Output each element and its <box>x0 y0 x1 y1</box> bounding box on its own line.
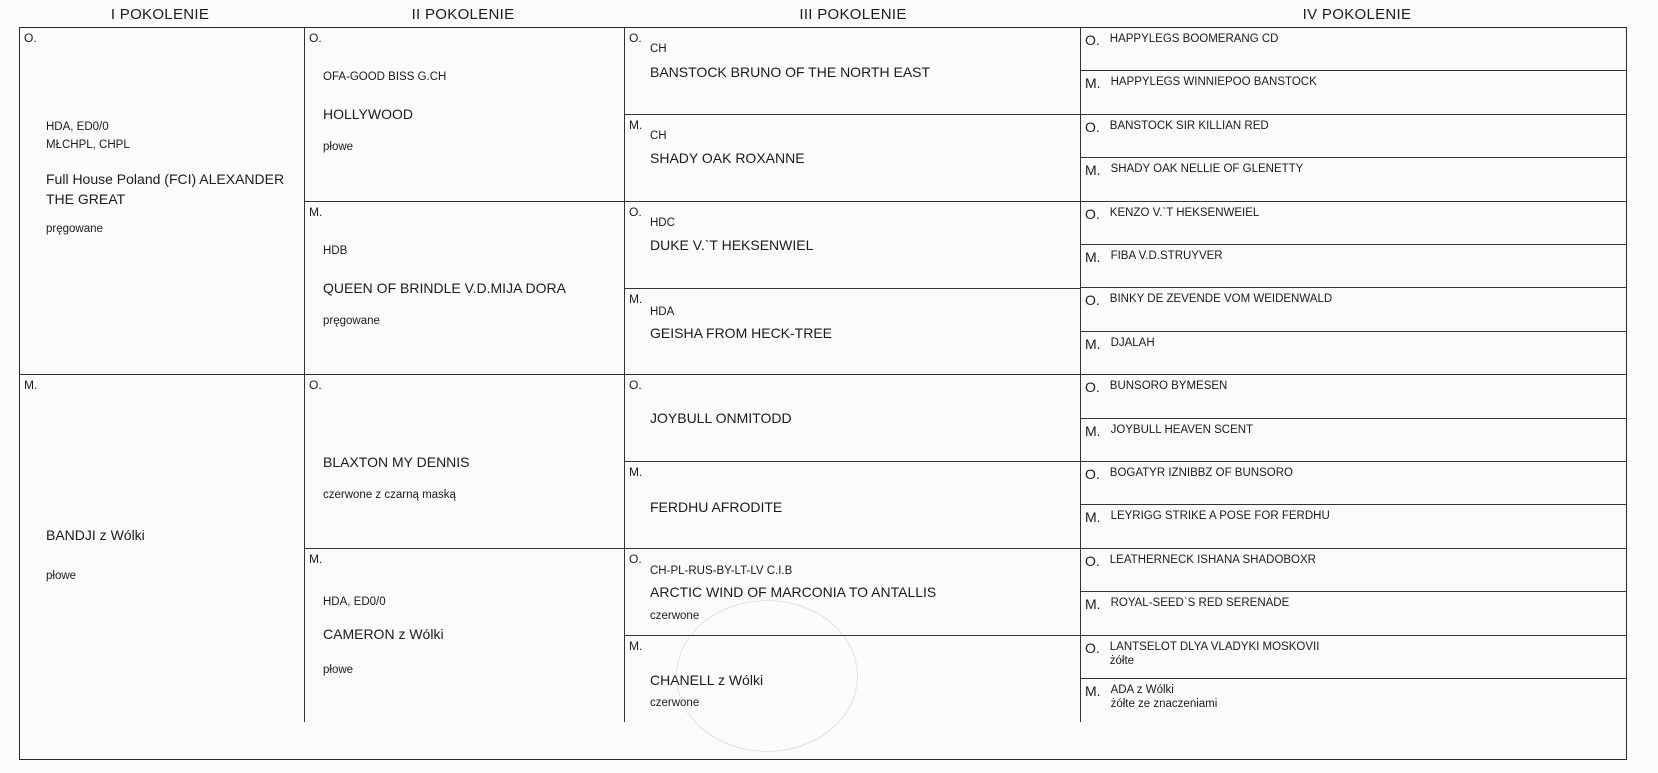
dog-name: BLAXTON MY DENNIS <box>323 454 470 470</box>
gen4-cell-16 <box>1081 679 1627 722</box>
titles: CH <box>650 43 667 55</box>
label-group <box>1110 379 1228 393</box>
dog-name: JOYBULL ONMITODD <box>650 410 792 426</box>
label-group <box>1111 509 1330 523</box>
gen2-cell-4 <box>305 549 625 722</box>
sex-label: O. <box>1085 379 1100 396</box>
gen4-cell-10 <box>1081 419 1627 462</box>
sex-label: O. <box>309 31 322 45</box>
gen4-cell-13 <box>1081 549 1627 592</box>
dog-name: FIBA V.D.STRUYVER <box>1110 250 1223 262</box>
titles: MŁCHPL, CHPL <box>46 139 130 151</box>
dog-name: BINKY DE ZEVENDE VOM WEIDENWALD <box>1109 293 1333 306</box>
dog-name: BUNSORO BYMESEN <box>1109 380 1228 393</box>
label-group <box>1111 683 1218 711</box>
label-group <box>1110 640 1320 668</box>
coat-color: czerwone <box>650 697 700 709</box>
gen3-cell-7 <box>625 549 1081 636</box>
sex-label: M. <box>1085 422 1101 439</box>
dog-name: KENZO V.`T HEKSENWEIEL <box>1109 206 1260 219</box>
titles: OFA-GOOD BISS G.CH <box>323 71 447 83</box>
dog-name: JOYBULL HEAVEN SCENT <box>1110 423 1254 436</box>
sex-label: M. <box>1085 335 1101 352</box>
gen4-cell-2 <box>1081 71 1627 114</box>
gen2-cell-1 <box>305 28 625 202</box>
sex-label: M. <box>629 292 643 306</box>
label-group <box>1111 596 1290 610</box>
gen1-dam-cell <box>20 375 305 722</box>
gen1-sire-cell <box>20 28 305 375</box>
gen3-cell-6 <box>625 462 1081 549</box>
dog-name: LEATHERNECK ISHANA SHADOBOXR <box>1109 553 1316 566</box>
sex-label: O. <box>1085 32 1100 48</box>
dog-name: HAPPYLEGS WINNIEPOO BANSTOCK <box>1110 76 1317 89</box>
label-group <box>1110 466 1293 480</box>
label-group <box>1111 249 1223 263</box>
coat-color: pręgowane <box>323 315 380 327</box>
gen4-cell-12 <box>1081 505 1627 548</box>
sex-label: O. <box>1085 466 1100 482</box>
sex-label: O. <box>629 378 642 392</box>
gen4-cell-15 <box>1081 636 1627 679</box>
label-group <box>1111 75 1317 89</box>
pedigree-table <box>19 27 1627 760</box>
sex-label: O. <box>629 205 642 219</box>
dog-name: BANSTOCK SIR KILLIAN RED <box>1109 119 1269 132</box>
dog-name: Full House Poland (FCI) ALEXANDER THE GREAT <box>46 171 285 207</box>
gen2-cell-2 <box>305 202 625 375</box>
gen4-cell-14 <box>1081 592 1627 635</box>
header-gen-3: III POKOLENIE <box>799 6 907 23</box>
gen4-cell-8 <box>1081 332 1627 375</box>
dog-name: SHADY OAK NELLIE OF GLENETTY <box>1110 163 1304 176</box>
titles: CH-PL-RUS-BY-LT-LV C.I.B <box>650 565 793 577</box>
sex-label: M. <box>309 552 323 566</box>
gen4-cell-6 <box>1081 245 1627 288</box>
sex-label: M. <box>1085 683 1101 699</box>
titles: HDA, ED0/0 <box>46 121 109 133</box>
gen4-cell-11 <box>1081 462 1627 505</box>
label-group <box>1110 206 1260 220</box>
label-group <box>1110 292 1332 306</box>
coat-color: czerwone z czarną maską <box>323 489 456 501</box>
gen4-cell-3 <box>1081 115 1627 158</box>
gen3-cell-2 <box>625 115 1081 202</box>
gen3-cell-8 <box>625 636 1081 722</box>
gen4-cell-1 <box>1081 28 1627 71</box>
gen4-cell-4 <box>1081 158 1627 201</box>
sex-label: O. <box>309 378 322 392</box>
coat-color: żółte <box>1109 654 1135 667</box>
sex-label: M. <box>1085 596 1101 613</box>
dog-name: DJALAH <box>1110 336 1155 349</box>
label-group <box>1110 553 1316 567</box>
gen3-cell-5 <box>625 375 1081 462</box>
gen3-cell-3 <box>625 202 1081 289</box>
dog-name: GEISHA FROM HECK-TREE <box>650 325 833 341</box>
coat-color: żółte ze znaczeniami <box>1110 698 1218 710</box>
dog-name: QUEEN OF BRINDLE V.D.MIJA DORA <box>323 280 566 296</box>
label-group <box>1110 119 1269 133</box>
dog-name: CHANELL z Wólki <box>650 672 764 688</box>
coat-color: pręgowane <box>46 223 103 235</box>
sex-label: O. <box>629 552 642 566</box>
titles: HDA <box>650 306 675 318</box>
sex-label: M. <box>1085 249 1101 265</box>
generation-headers <box>0 6 1658 26</box>
dog-name: FERDHU AFRODITE <box>650 499 783 515</box>
dog-name: ARCTIC WIND OF MARCONIA TO ANTALLIS <box>650 584 937 600</box>
sex-label: M. <box>629 118 643 132</box>
label-group <box>1110 32 1279 46</box>
dog-name: LEYRIGG STRIKE A POSE FOR FERDHU <box>1110 510 1330 523</box>
sex-label: O. <box>1085 552 1100 569</box>
dog-name: ADA z Wólki <box>1110 684 1174 696</box>
coat-color: czerwone <box>650 610 700 622</box>
dog-name: ROYAL-SEED`S RED SERENADE <box>1110 597 1290 610</box>
gen2-cell-3 <box>305 375 625 549</box>
dog-name: LANTSELOT DLYA VLADYKI MOSKOVII <box>1109 640 1320 653</box>
dog-name: HOLLYWOOD <box>323 106 413 122</box>
gen3-cell-1 <box>625 28 1081 115</box>
sex-label: O. <box>1085 292 1100 309</box>
dog-name: HAPPYLEGS BOOMERANG CD <box>1109 33 1279 45</box>
sex-label: M. <box>1085 75 1101 92</box>
coat-color: płowe <box>323 664 354 676</box>
dog-name: SHADY OAK ROXANNE <box>650 150 805 166</box>
sex-label: O. <box>629 31 642 45</box>
titles: HDC <box>650 217 675 229</box>
dog-name: BOGATYR IZNIBBZ OF BUNSORO <box>1109 467 1293 479</box>
header-gen-4: IV POKOLENIE <box>1302 6 1412 23</box>
coat-color: płowe <box>323 141 354 153</box>
header-gen-2: II POKOLENIE <box>411 6 515 23</box>
dog-name: BANSTOCK BRUNO OF THE NORTH EAST <box>650 64 931 80</box>
gen4-cell-9 <box>1081 375 1627 418</box>
sex-label: M. <box>309 205 323 219</box>
gen4-cell-7 <box>1081 288 1627 331</box>
dog-name: CAMERON z Wólki <box>323 626 444 642</box>
label-group <box>1111 336 1155 350</box>
sex-label: M. <box>629 639 643 653</box>
sex-label: M. <box>1085 162 1101 179</box>
label-group <box>1111 162 1304 176</box>
dog-name: DUKE V.`T HEKSENWIEL <box>650 237 814 253</box>
header-gen-1: I POKOLENIE <box>110 6 210 23</box>
coat-color: płowe <box>46 570 77 582</box>
titles: CH <box>650 130 667 142</box>
sex-label: O. <box>1085 639 1100 656</box>
sex-label: O. <box>1085 118 1100 135</box>
titles: HDA, ED0/0 <box>323 596 386 608</box>
gen3-cell-4 <box>625 289 1081 375</box>
sex-label: M. <box>1085 509 1101 526</box>
sex-label: M. <box>24 378 38 392</box>
sex-label: O. <box>24 31 37 45</box>
sex-label: M. <box>629 465 643 479</box>
gen4-cell-5 <box>1081 202 1627 245</box>
label-group <box>1111 423 1254 437</box>
dog-name: BANDJI z Wólki <box>46 527 145 543</box>
sex-label: O. <box>1085 205 1100 222</box>
titles: HDB <box>323 245 348 257</box>
